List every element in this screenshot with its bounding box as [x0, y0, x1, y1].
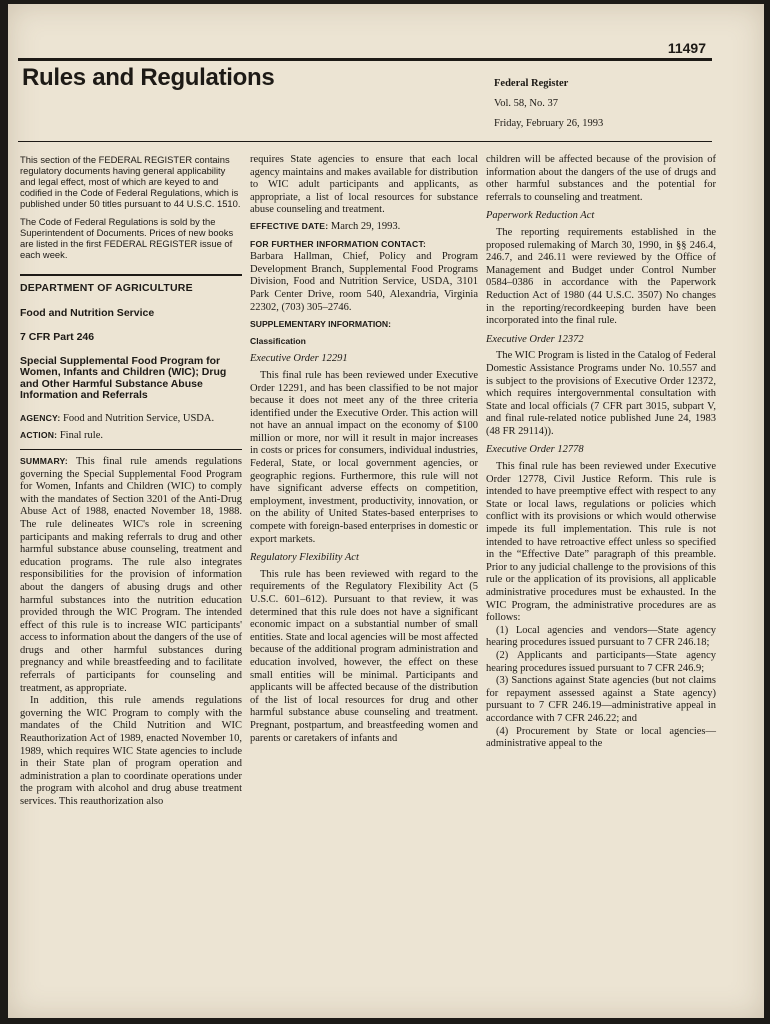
rfa-heading: Regulatory Flexibility Act: [250, 552, 359, 564]
procedure-item-2: (2) Applicants and participants—State agency hearing procedures issued pursuant to 7 CFR 246.9;: [486, 649, 716, 674]
contact-block: [250, 238, 478, 315]
service-heading: Food and Nutrition Service: [20, 306, 155, 319]
eo12291-heading: Executive Order 12291: [250, 353, 348, 365]
federal-register-masthead: [494, 74, 603, 134]
procedure-item-4: (4) Procurement by State or local agencies—administrative appeal to the: [486, 725, 716, 750]
cfr-part: 7 CFR Part 246: [20, 331, 95, 344]
rfa-text: This rule has been reviewed with regard to the requirements of the Regulatory Flexibility Act (5 U.S.C. 601–612). Pursuant to that review, it was determined that this rule does not have a significant economic impact on a substantial number of small entities. State and local agencies will be most affected because of the additional program administration and education involved, however, the effect on these small entities will be minimal. Participants and applicants will be affected because of the distribution of the list of local resources for drug and other harmful substance abuse counseling and treatment. Pregnant, postpartum, and breastfeeding women and parents or caretakers of infants and: [250, 568, 478, 744]
action-value: Final rule.: [59, 430, 103, 442]
publication-name: Federal Register: [494, 78, 569, 89]
agency-value: Food and Nutrition Service, USDA.: [63, 412, 215, 424]
agency-line: [20, 412, 242, 426]
eo12778-heading: Executive Order 12778: [486, 444, 584, 456]
cfr-sales-notice: The Code of Federal Regulations is sold by the Superintendent of Documents. Prices of new books are listed in the first FEDERAL REGISTER issue of each week.: [20, 216, 234, 260]
summary-label: SUMMARY:: [20, 455, 68, 466]
action-line: [20, 429, 242, 443]
section-notice: This section of the FEDERAL REGISTER contains regulatory documents having general applicability and legal effect, most of which are keyed to and codified in the Code of Federal Regulations, which is published under 50 titles pursuant to 44 U.S.C. 1510.: [20, 154, 241, 209]
divider: [20, 274, 242, 276]
procedure-item-3: (3) Sanctions against State agencies (but not claims for repayment assessed against a State agency) pursuant to 7 CFR 246.19—administrative appeal in accordance with 7 CFR 246.22; and: [486, 675, 716, 724]
pra-text: The reporting requirements established in the proposed rulemaking of March 30, 1990, in §§ 246.4, 246.7, and 246.11 were reviewed by the Office of Management and Budget under Control Number 0584–0386 in accordance with the Paperwork Reduction Act of 1980 (44 U.S.C. 3507) No changes in the reporting/recordkeeping burden have been incorporated into the final rule.: [486, 226, 716, 327]
divider: [20, 449, 242, 450]
top-rule: [18, 58, 712, 61]
eo12778-text: This final rule has been reviewed under Executive Order 12778, Civil Justice Reform. This rule is intended to have preemptive effect with respect to any State or local laws, regulations or policies which conflict with its provisions or which would otherwise impede its full implementation. This rule is not intended to have retroactive effect unless so specified in the “Effective Date” paragraph of this preamble. Prior to any judicial challenge to the provisions of this rule or the application of its provisions, all applicable administrative procedures must be exhausted. In the WIC Program, the administrative procedures are as follows:: [486, 461, 716, 624]
effective-date-value: March 29, 1993.: [330, 220, 401, 232]
document-page: [8, 4, 764, 1018]
contact-label: FOR FURTHER INFORMATION CONTACT:: [250, 238, 427, 249]
supplementary-label: SUPPLEMENTARY INFORMATION:: [250, 319, 391, 330]
column-1: [20, 154, 242, 809]
contact-value: Barbara Hallman, Chief, Policy and Program Development Branch, Supplemental Food Programs Division, Food and Nutrition Service, USDA, 3101 Park Center Drive, room 540, Alexandria, Virginia 22302, (703) 305–2746.: [250, 251, 478, 313]
summary-paragraph-2: In addition, this rule amends regulations governing the WIC Program to comply with the mandates of the Child Nutrition and WIC Reauthorization Act of 1989, enacted November 10, 1989, which requires WIC State agencies to include in their State plan of program operation and administration a plan to coordinate operations under the program with alcohol and drug abuse treatment services. This reauthorization also: [20, 695, 242, 807]
document-title: Special Supplemental Food Program for Women, Infants and Children (WIC); Drug and Other Harmful Substance Abuse Information and Referrals: [20, 354, 227, 402]
eo12372-text: The WIC Program is listed in the Catalog of Federal Domestic Assistance Programs under No. 10.557 and is subject to the provisions of Executive Order 12372, which requires intergovernmental consultation with State and local officials (7 CFR part 3015, subpart V, and final rule-related notice published June 24, 1983 (48 FR 29114)).: [486, 350, 716, 437]
agency-label: AGENCY:: [20, 412, 61, 423]
column-2: [250, 154, 478, 745]
issue-date: Friday, February 26, 1993: [494, 118, 604, 129]
volume-number: Vol. 58, No. 37: [494, 98, 558, 109]
classification-heading: Classification: [250, 335, 306, 346]
rfa-continuation: children will be affected because of the provision of information about the dangers of the use of drugs and other harmful substances and the potential for referrals to counseling and treatment.: [486, 154, 716, 203]
column-3: [486, 154, 716, 751]
summary-continuation: requires State agencies to ensure that each local agency maintains and makes available for distribution to WIC adult participants and applicants, as appropriate, a list of local resources for substance abuse counseling and treatment.: [250, 154, 478, 216]
effective-date-label: EFFECTIVE DATE:: [250, 220, 329, 231]
effective-date-line: [250, 220, 478, 234]
section-title: Rules and Regulations: [22, 64, 275, 91]
page-number: 11497: [667, 40, 706, 56]
action-label: ACTION:: [20, 430, 58, 441]
eo12372-heading: Executive Order 12372: [486, 333, 584, 345]
procedure-item-1: (1) Local agencies and vendors—State agency hearing procedures issued pursuant to 7 CFR 246.18;: [486, 624, 716, 649]
department-heading: DEPARTMENT OF AGRICULTURE: [20, 282, 193, 294]
summary-text: This final rule amends regulations governing the Special Supplemental Food Program for Women, Infants and Children (WIC) to comply with the mandates of Section 3201 of the Anti-Drug Abuse Act of 1988, enacted November 18, 1988. The rule delineates WIC's role in screening participants and making referrals to drug and other harmful substance abuse counseling, treatment and education programs. The rule also integrates responsibilities for the provision of information about the dangers of abusing drugs and other harmful substances into the nutrition education provided through the WIC Program. The intended effect of this rule is to increase WIC participants' access to information about the dangers of the use of drugs and other harmful substances during pregnancy and while breastfeeding and to facilitate referrals of participants for counseling and treatment, as appropriate.: [20, 455, 242, 694]
pra-heading: Paperwork Reduction Act: [486, 210, 595, 222]
summary-paragraph: [20, 455, 242, 695]
header-rule: [18, 141, 712, 142]
eo12291-text: This final rule has been reviewed under Executive Order 12291, and has been classified to be not major because it does not meet any of the three criteria identified under the Executive Order. This action will not have an annual impact on the economy of $100 million or more, nor will it result in major increases in costs or prices for consumers, individual industries, Federal, State, or local government agencies, or geographic regions. Furthermore, this rule will not have significant adverse effects on competition, employment, investment, productivity, innovation, or on the ability of United States-based enterprises to compete with foreign-based enterprises in domestic or export markets.: [250, 369, 479, 545]
